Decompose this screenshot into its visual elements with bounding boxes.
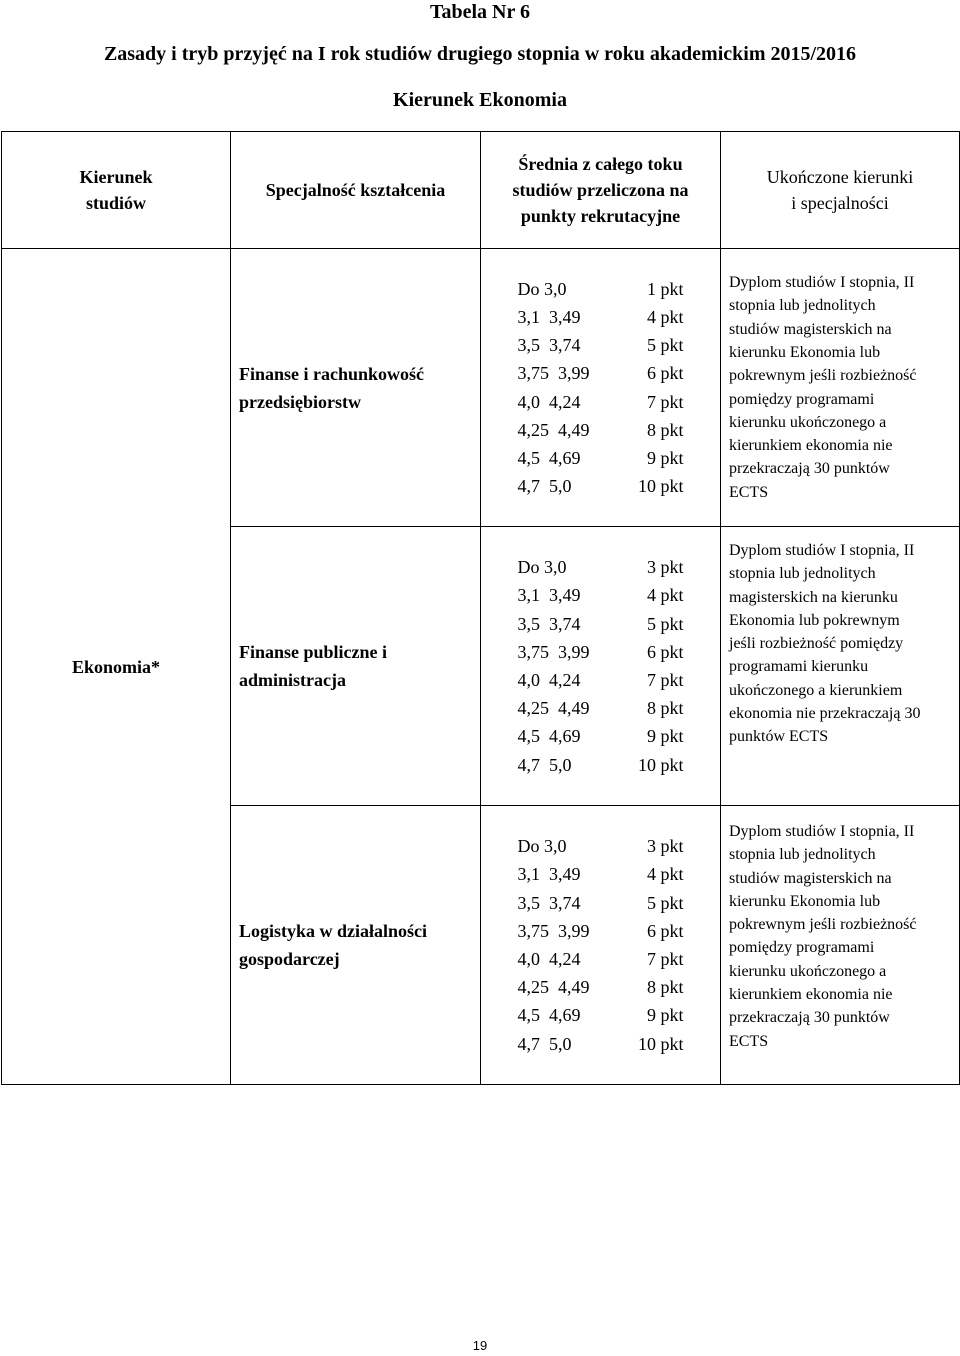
document-subtitle: Kierunek Ekonomia xyxy=(393,89,567,111)
points-value: 9 pkt xyxy=(646,726,684,747)
admission-rules-table xyxy=(1,131,960,1085)
points-row xyxy=(518,722,684,750)
points-value: 6 pkt xyxy=(646,363,684,384)
grade-range: 3,1 3,49 xyxy=(517,864,581,885)
points-value: 4 pkt xyxy=(646,864,684,885)
points-row xyxy=(518,472,684,500)
points-row xyxy=(518,973,684,1001)
requirement-line: Ekonomia lub pokrewnym xyxy=(729,611,900,629)
points-row xyxy=(518,610,684,638)
requirement-line: Dyplom studiów I stopnia, II xyxy=(729,823,915,840)
specialization-line: przedsiębiorstw xyxy=(239,391,361,412)
points-row xyxy=(518,889,684,917)
page-number: 19 xyxy=(472,1338,488,1353)
points-row xyxy=(518,359,684,387)
points-row xyxy=(518,388,684,416)
points-row xyxy=(518,694,684,722)
requirement-line: przekraczają 30 punktów xyxy=(729,1009,890,1027)
grade-range: 3,5 3,74 xyxy=(517,335,581,356)
points-value: 10 pkt xyxy=(637,754,684,775)
points-row xyxy=(518,553,684,581)
points-row xyxy=(518,303,684,331)
requirement-line: ukończonego a kierunkiem xyxy=(729,681,903,699)
requirements-cell xyxy=(721,527,960,806)
grade-range: 3,1 3,49 xyxy=(517,306,581,327)
grade-range: 4,25 4,49 xyxy=(517,977,590,998)
grade-range: Do 3,0 xyxy=(517,557,571,578)
column-header-ukonczone xyxy=(721,132,960,249)
points-value: 7 pkt xyxy=(646,391,684,412)
requirement-line: kierunku Ekonomia lub xyxy=(729,343,881,361)
points-cell xyxy=(481,806,721,1085)
points-cell xyxy=(481,527,721,806)
requirement-line: pokrewnym jeśli rozbieżność xyxy=(729,367,917,385)
grade-range: Do 3,0 xyxy=(517,278,571,299)
grade-range: 4,0 4,24 xyxy=(517,949,581,969)
points-scale xyxy=(518,275,684,501)
requirement-line: ECTS xyxy=(729,483,769,501)
points-value: 1 pkt xyxy=(646,278,684,299)
requirement-line: kierunkiem ekonomia nie xyxy=(729,986,893,1004)
header-line: studiów xyxy=(85,193,147,213)
grade-range: 3,5 3,74 xyxy=(517,892,581,913)
points-row xyxy=(518,1001,684,1029)
requirement-line: programami kierunku xyxy=(729,658,869,676)
grade-range: 3,75 3,99 xyxy=(517,641,590,662)
points-value: 8 pkt xyxy=(646,977,684,998)
points-row xyxy=(518,416,684,444)
grade-range: 4,5 4,69 xyxy=(517,1005,581,1026)
requirement-line: stopnia lub jednolitych xyxy=(729,565,876,583)
header-line: Średnia z całego toku xyxy=(518,154,683,174)
points-value: 5 pkt xyxy=(646,613,684,634)
table-number: Tabela Nr 6 xyxy=(429,1,531,23)
column-header-kierunek xyxy=(2,132,231,249)
requirement-line: studiów magisterskich na xyxy=(729,320,892,338)
requirement-line: pokrewnym jeśli rozbieżność xyxy=(729,916,917,934)
points-scale xyxy=(518,832,684,1058)
points-value: 4 pkt xyxy=(646,585,684,606)
points-row xyxy=(518,751,684,779)
specialization-line: gospodarczej xyxy=(239,949,340,969)
grade-range: 4,7 5,0 xyxy=(517,1033,572,1054)
requirement-line: kierunku ukończonego a xyxy=(729,413,887,431)
requirement-line: kierunku Ekonomia lub xyxy=(729,892,881,910)
specialization-line: Logistyka w działalności xyxy=(239,921,428,941)
points-value: 5 pkt xyxy=(646,892,684,913)
requirement-line: jeśli rozbieżność pomiędzy xyxy=(729,635,904,653)
requirement-line: kierunkiem ekonomia nie xyxy=(729,437,893,455)
requirement-line: magisterskich na kierunku xyxy=(729,588,898,606)
grade-range: 4,0 4,24 xyxy=(517,391,581,412)
requirement-line: pomiędzy programami xyxy=(729,390,875,408)
grade-range: 4,25 4,49 xyxy=(517,698,590,719)
grade-range: 4,7 5,0 xyxy=(517,754,572,775)
points-row xyxy=(518,832,684,860)
grade-range: 4,5 4,69 xyxy=(517,726,581,747)
points-value: 8 pkt xyxy=(646,698,684,719)
grade-range: Do 3,0 xyxy=(517,836,571,857)
points-value: 8 pkt xyxy=(646,419,684,440)
requirement-line: studiów magisterskich na xyxy=(729,869,892,887)
points-value: 3 pkt xyxy=(646,836,684,857)
points-value: 7 pkt xyxy=(646,949,684,969)
document-title: Zasady i tryb przyjęć na I rok studiów drugiego stopnia w roku akademickim 2015/2016 xyxy=(103,43,857,65)
column-header-specjalnosc xyxy=(231,132,481,249)
header-line: Ukończone kierunki xyxy=(766,167,914,187)
requirement-line: stopnia lub jednolitych xyxy=(729,846,876,864)
header-line: Kierunek xyxy=(79,167,153,187)
points-row xyxy=(518,444,684,472)
header-line: studiów przeliczona na xyxy=(512,180,689,200)
points-row xyxy=(518,275,684,303)
points-value: 9 pkt xyxy=(646,1005,684,1026)
requirement-line: Dyplom studiów I stopnia, II xyxy=(729,274,915,292)
kierunek-cell: Ekonomia* xyxy=(2,249,231,1085)
grade-range: 3,75 3,99 xyxy=(517,920,590,941)
header-line: i specjalności xyxy=(791,193,889,213)
points-value: 4 pkt xyxy=(646,306,684,327)
points-value: 10 pkt xyxy=(637,1033,684,1054)
points-row xyxy=(518,1030,684,1058)
column-header-srednia xyxy=(481,132,721,249)
points-value: 6 pkt xyxy=(646,920,684,941)
requirement-line: punktów ECTS xyxy=(729,728,829,746)
points-value: 6 pkt xyxy=(646,641,684,662)
specialization-line: administracja xyxy=(239,670,346,690)
header-line: Specjalność kształcenia xyxy=(265,180,446,200)
points-row xyxy=(518,638,684,666)
header-line: punkty rekrutacyjne xyxy=(520,206,681,226)
table-header-row xyxy=(2,132,960,249)
points-value: 10 pkt xyxy=(637,476,684,497)
points-row xyxy=(518,917,684,945)
requirement-line: stopnia lub jednolitych xyxy=(729,297,876,315)
points-value: 7 pkt xyxy=(646,670,684,690)
points-row xyxy=(518,331,684,359)
points-value: 5 pkt xyxy=(646,335,684,356)
points-value: 9 pkt xyxy=(646,447,684,468)
points-scale xyxy=(518,553,684,779)
points-row xyxy=(518,860,684,888)
grade-range: 4,0 4,24 xyxy=(517,670,581,690)
requirements-cell xyxy=(721,249,960,527)
requirement-line: Dyplom studiów I stopnia, II xyxy=(729,542,915,559)
grade-range: 3,75 3,99 xyxy=(517,363,590,384)
requirement-line: pomiędzy programami xyxy=(729,939,875,957)
requirement-line: kierunku ukończonego a xyxy=(729,962,887,980)
points-value: 3 pkt xyxy=(646,557,684,578)
table-row xyxy=(2,249,960,527)
grade-range: 4,7 5,0 xyxy=(517,476,572,497)
specialization-cell xyxy=(231,527,481,806)
specialization-cell xyxy=(231,249,481,527)
specialization-line: Finanse publiczne i xyxy=(239,642,388,662)
grade-range: 4,5 4,69 xyxy=(517,447,581,468)
specialization-cell xyxy=(231,806,481,1085)
grade-range: 3,5 3,74 xyxy=(517,613,581,634)
requirements-cell xyxy=(721,806,960,1085)
requirement-line: przekraczają 30 punktów xyxy=(729,460,890,478)
grade-range: 4,25 4,49 xyxy=(517,419,590,440)
grade-range: 3,1 3,49 xyxy=(517,585,581,606)
points-row xyxy=(518,945,684,973)
requirement-line: ekonomia nie przekraczają 30 xyxy=(729,705,921,723)
points-row xyxy=(518,666,684,694)
points-row xyxy=(518,581,684,609)
specialization-line: Finanse i rachunkowość xyxy=(239,363,425,384)
requirement-line: ECTS xyxy=(729,1032,769,1050)
points-cell xyxy=(481,249,721,527)
